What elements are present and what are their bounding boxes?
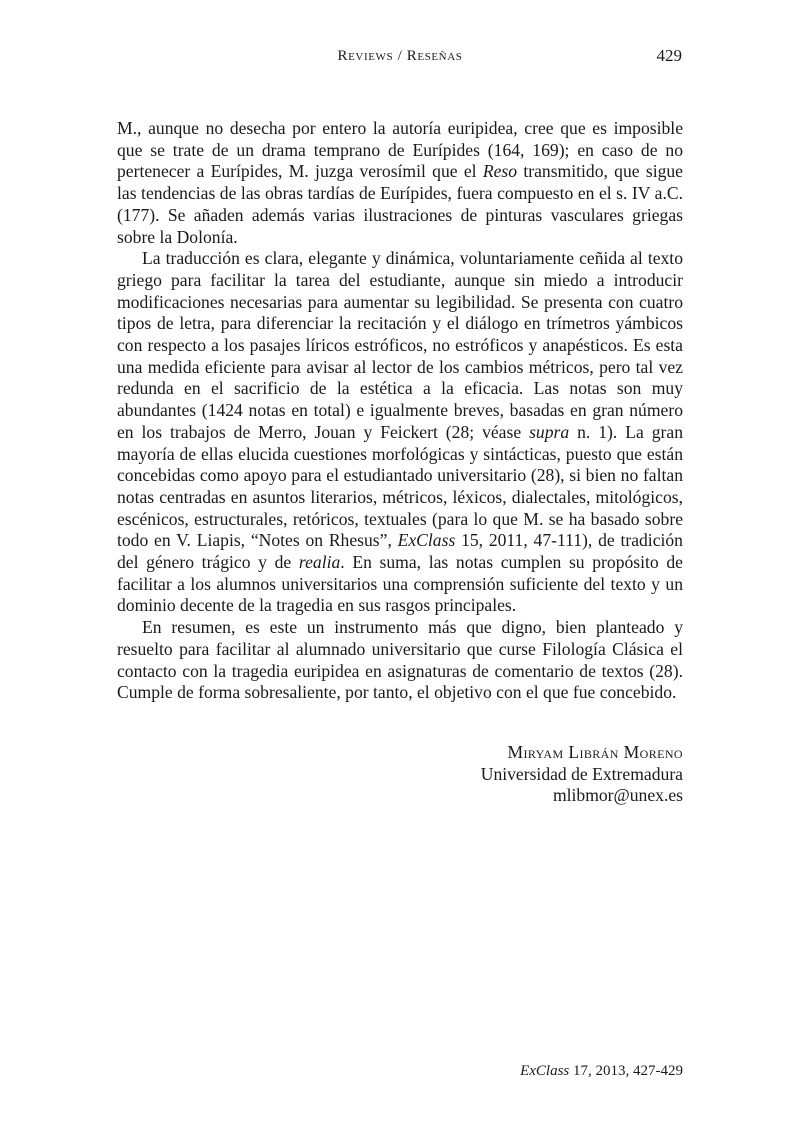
signature-block bbox=[481, 742, 683, 807]
footer-journal: ExClass bbox=[520, 1063, 570, 1079]
paragraph-1-text-b: transmitido, que sigue las tendencias de las obras tardías de Eurípides, fuera compuesto en el s. IV a.C. (177). Se añaden además varias ilustraciones de pinturas vasculares griegas sobre la Dolonía. bbox=[117, 161, 683, 247]
journal-exclass-ref: ExClass bbox=[397, 530, 456, 551]
paragraph-3: En resumen, es este un instrumento más que digno, bien planteado y resuelto para facilitar al alumnado universitario que curse Filología Clásica el contacto con la tragedia euripidea en asignaturas de comentario de textos (28). Cumple de forma sobresaliente, por tanto, el objetivo con el que fue concebido. bbox=[117, 617, 683, 703]
title-reso: Reso bbox=[482, 161, 518, 182]
footer-citation bbox=[520, 1063, 683, 1080]
paragraph-2-text-a: La traducción es clara, elegante y dinámica, voluntariamente ceñida al texto griego para facilitar la tarea del estudiante, aunque sin miedo a introducir modificaciones necesarias para aumentar su legibilidad. Se presenta con cuatro tipos de letra, para diferenciar la recitación y el diálogo en trímetros yámbicos con respecto a los pasajes líricos estróficos, no estróficos y anapésticos. Es esta una medida eficiente para avisar al lector de los cambios métricos, pero tal vez redunda en el sacrificio de la estética a la eficacia. Las notas son muy abundantes (1424 notas en total) e igualmente breves, basadas en gran número en los trabajos de Merro, Jouan y Feickert (28; véase bbox=[117, 248, 683, 442]
paragraph-1 bbox=[117, 118, 683, 248]
term-realia: realia bbox=[298, 552, 341, 573]
running-head bbox=[0, 44, 800, 68]
paragraph-2-text-b: n. 1). La gran mayoría de ellas elucida cuestiones morfológicas y sintácticas, puesto que están concebidas como apoyo para el estudiantado universitario (28), si bien no faltan notas centradas en asuntos literarios, métricos, léxicos, dialectales, mitológicos, escénicos, estructurales, retóricos, textuales (para lo que M. se ha basado sobre todo en V. Liapis, “Notes on Rhesus”, bbox=[117, 421, 683, 551]
running-title: Reviews / Reseñas bbox=[337, 48, 463, 64]
paragraph-2-text-d: . En suma, las notas cumplen su propósito de facilitar a los alumnos universitarios una comprensión suficiente del texto y un dominio decente de la tragedia en sus rasgos principales. bbox=[117, 552, 683, 616]
author-email: mlibmor@unex.es bbox=[552, 785, 683, 805]
review-body bbox=[117, 118, 683, 704]
author-affiliation: Universidad de Extremadura bbox=[480, 763, 683, 784]
paragraph-2-text-c: 15, 2011, 47-111), de tradición del género trágico y de bbox=[117, 530, 683, 573]
paragraph-1-text-a: M., aunque no desecha por entero la autoría euripidea, cree que es imposible que se trate de un drama temprano de Eurípides (164, 169); en caso de no pertenecer a Eurípides, M. juzga verosímil que el bbox=[117, 118, 683, 182]
author-name: Miryam Librán Moreno bbox=[507, 742, 683, 762]
page-number: 429 bbox=[656, 46, 682, 65]
term-supra: supra bbox=[529, 421, 570, 442]
footer-volume: 17, 2013, 427-429 bbox=[569, 1063, 683, 1079]
paragraph-2 bbox=[117, 248, 683, 617]
